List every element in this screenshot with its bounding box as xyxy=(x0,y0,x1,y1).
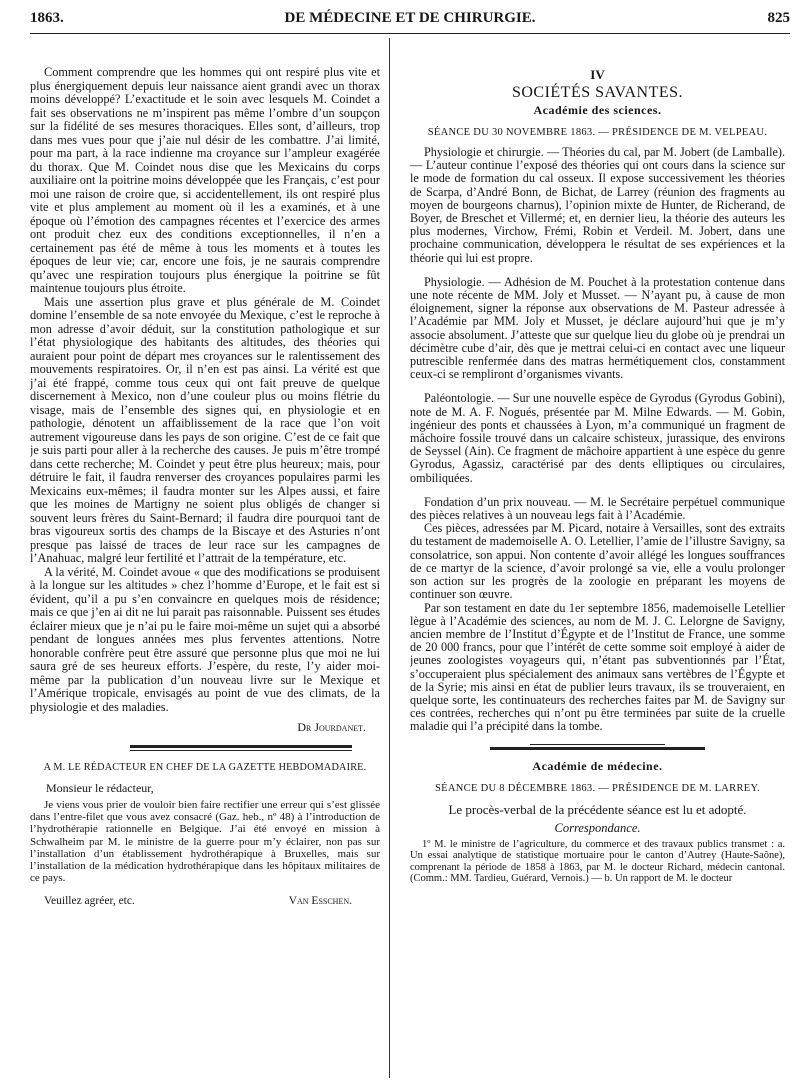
correspondance-item-1: 1º M. le ministre de l’agriculture, du commerce et des travaux publics transmet : a. Un essai analytique de statistique mortuaire pour le canton d’Autrey (Haute-Saône), comprenant la période de 1858 à 1863, par M. le docteur Richard, médecin cantonal. (Comm.: MM. Tardieu, Guérard, Vernois.) — b. Un rapport de M. le docteur xyxy=(410,838,785,885)
section-title: SOCIÉTÉS SAVANTES. xyxy=(511,84,684,101)
right-column xyxy=(410,67,785,1077)
separator-thin xyxy=(130,750,352,751)
right-paragraph-3: Paléontologie. — Sur une nouvelle espèce de Gyrodus (Gyrodus Gobini), note de M. A. F. Nogués, présentée par M. Milne Edwards. — M. Gobin, ingénieur des ponts et chaussées à Lyon, m’a communiqué un fragment de mâchoire fossile trouvé dans un calcaire schisteux, jurassique, des environs de Seyssel (Ain). Ce fragment de mâchoire appartient à une espèce du genre Gyrodus, Agassiz, caractérisé par des dents elliptiques ou circulaires, ombiliquées. xyxy=(410,391,785,485)
header-page-year: 1863. xyxy=(30,10,64,26)
academy-medicine-title: Académie de médecine. xyxy=(532,758,663,773)
section-number: IV xyxy=(590,67,605,82)
right-paragraph-2: Physiologie. — Adhésion de M. Pouchet à la protestation contenue dans une note récente de MM. Joly et Musset. — N’ayant pu, à cause de mon éloignement, signer la réponse aux observations de M. Pasteur adressée à l’Académie par MM. Joly et Musset, je déclare aujourd’hui que je m’y associe absolument. J’atteste que sur quelque lieu du globe où je prendrai un décimètre cube d’air, dès que je mettrai celui-ci en contact avec une liqueur putrescible renfermée dans des matras hermétiquement clos, constamment ceux-ci se rempliront d’organismes vivants. xyxy=(410,274,785,382)
left-paragraph-2: Mais une assertion plus grave et plus générale de M. Coindet domine l’ensemble de sa note envoyée du Mexique, c’est le reproche à mon adresse d’avoir déduit, sur la constitution pathologique et sur l’état physiologique des habitants des altitudes, des théories qui auraient pour point de départ mes croyances sur le ralentissement des mouvements respiratoires. Or, il n’en est pas ainsi. La vérité est que j’ai été frappé, comme tous ceux qui ont fait preuve de quelque discernement à Mexico, non d’une couleur plus ou moins flétrie du visage, mais de l’ensemble des signes qui, en physiologie et en pathologie, dénotent un affaiblissement de la race que l’on voit autrement vigoureuse dans les pays de son origine. C’est de ce fait que je suis parti pour aller à la recherche des causes. Je puis m’être trompé dans cette recherche; M. Coindet y peut être plus heureux; mais, pour détruire le fait, il faudra renverser des croyances populaires parmi les Mexicains eux-mêmes; il faudra monter sur les Alpes aussi, et faire que les moines de Martigny ne soient plus obligés de changer si souvent leurs frères du Saint-Bernard; il faudra dire pourquoi tant de bras vigoureux sortis des champs de la Biscaye et des Asturies n’ont presque pas laissé de traces de leur race sur les campagnes de l’Anahuac, malgré leur fertilité et l’attrait de la température, etc. xyxy=(30,294,380,565)
right-paragraph-5: Ces pièces, adressées par M. Picard, notaire à Versailles, sont des extraits du testament de mademoiselle A. O. Letellier, l’amie de l’illustre Savigny, sa consolatrice, son appui. Non contente d’avoir allégé les longues souffrances de ce martyr de la science, d’avoir prolongé sa vie, elle a voulu prolonger son action sur les progrès de la zoologie en préparant les moyens de continuer son œuvre. xyxy=(410,521,785,602)
seance-line: SÉANCE DU 30 NOVEMBRE 1863. — PRÉSIDENCE DE M. VELPEAU. xyxy=(427,127,768,138)
letter-closing-row xyxy=(30,895,380,909)
article-signature: Dr Jourdanet. xyxy=(297,720,366,734)
separator-thick xyxy=(130,745,352,748)
column-divider xyxy=(389,38,390,1078)
letter-body: Je viens vous prier de vouloir bien faire rectifier une erreur qui s’est glissée dans l’entre-filet que vous avez consacré (Gaz. heb., nº 48) à l’introduction de l’hydrothérapie rationnelle en Belgique. J’ai été envoyé en mission à Schwalheim par M. le ministre de la guerre pour m’y éclairer, non pas sur l’installation d’un établissement hydrothérapique à Bruxelles, mais sur l’installation de la médication hydrothérapique dans les hôpitaux militaires de ce pays. xyxy=(30,799,380,885)
right-paragraph-6: Par son testament en date du 1er septembre 1856, mademoiselle Letellier lègue à l’Académie des sciences, au nom de M. J. C. Lelorgne de Savigny, ancien membre de l’Institut d’Égypte et de l’Institut de France, une somme de 20 000 francs, pour que l’intérêt de cette somme soit employé à aider de jeunes zoologistes voyageurs qui, n’étant pas subventionnés par l’État, s’occuperaient plus spécialement des animaux sans vertèbres de l’Égypte et de la Syrie; mis ainsi en état de publier leurs travaux, ils se trouveraient, en quelque sorte, les continuateurs des recherches faites par M. de Savigny sur ces contrées, recherches qui n’ont pu être terminées par suite de la cruelle maladie qui l’a précipité dans la tombe. xyxy=(410,600,785,734)
header-rule xyxy=(30,33,790,34)
right-paragraph-1: Physiologie et chirurgie. — Théories du cal, par M. Jobert (de Lamballe). — L’auteur continue l’exposé des théories qui ont cours dans la science sur le mode de formation du cal osseux. Il expose successivement les théories de Scarpa, d’André Bonn, de Bichat, de Larrey (réunion des fragments au moyen de bourgeons charnus), l’opinion mixte de Hunter, de Richerand, de Boyer, de Breschet et Villermé; et, en dernier lieu, la théorie des auteurs les plus modernes, Virchow, Frémi, Robin et Verdeil. M. Jobert, dans une prochaine communication, développera le résultat de ses expériences et la théorie qui lui est propre. xyxy=(410,145,785,265)
page-header xyxy=(30,8,790,30)
separator-short-thick xyxy=(490,747,705,750)
correspondance-heading: Correspondance. xyxy=(554,820,641,835)
right-paragraph-4: Fondation d’un prix nouveau. — M. le Secrétaire perpétuel communique des pièces relatives à un nouveau legs fait à l’Académie. xyxy=(410,494,785,523)
letter-closing: Veuillez agréer, etc. xyxy=(44,895,135,908)
seance-line-2: SÉANCE DU 8 DÉCEMBRE 1863. — PRÉSIDENCE DE M. LARREY. xyxy=(435,782,760,794)
left-column xyxy=(30,66,380,1076)
left-paragraph-1: Comment comprendre que les hommes qui ont respiré plus vite et plus énergiquement depuis leur naissance aient grandi avec un thorax moins développé? L’exactitude et le soin avec lesquels M. Coindet a fait ses observations ne m’inspirent pas même l’ombre d’un soupçon sur la fidélité de ses mesures thoraciques. Elles sont, d’ailleurs, trop dans mes vues pour que j’aie nul désir de les combattre. J’ai limité, pour ma part, à la race indienne ma croyance sur l’ampleur exagérée du thorax. Que M. Coindet nous dise que les Mexicains du corps auxiliaire ont la poitrine moins développée que les Français, c’est pour moi une raison de croire que, si accidentellement, ils ont respiré plus vite et plus amplement au moment où il les a examinés, et à une époque où l’émotion des campagnes récentes et l’exercice des armes ont produit chez eux des conditions exceptionnelles, il n’en a certainement pas été de même à tous les moments et à toutes les époques de leur vie; car, encore une fois, je ne saurais comprendre qu’avec une respiration toujours plus énergique la poitrine se fût maintenue toujours plus étroite. xyxy=(30,66,380,295)
separator-short xyxy=(530,744,665,745)
letter-signature: Van Esschen. xyxy=(288,895,352,908)
subsection-title: Académie des sciences. xyxy=(533,103,662,117)
proces-verbal-line: Le procès-verbal de la précédente séance est lu et adopté. xyxy=(448,801,747,817)
header-title: DE MÉDECINE ET DE CHIRURGIE. xyxy=(284,10,536,26)
left-paragraph-3: A la vérité, M. Coindet avoue « que des modifications se produisent à la longue sur les altitudes » chez l’homme d’Europe, et le fait est si évident, qu’il a pu s’en convaincre en quelques mois de résidence; mais ce que j’en ai dit ne lui parait pas raisonnable. Puissent ses études éclairer mieux que je n’ai pu le faire moi-même un sujet qui a absorbé pendant de longues années mes plus ferventes attentions. Notre honorable confrère peut être assuré que personne plus que moi ne lui saura gré de ses heureux efforts. J’espère, du reste, l’y aider moi-même par la publication d’un nouveau livre sur le Mexique et l’Amérique tropicale, envisagés au point de vue des climats, de la physiologie et des maladies. xyxy=(30,564,380,714)
header-page-number: 825 xyxy=(767,10,790,26)
letter-salutation: Monsieur le rédacteur, xyxy=(46,781,154,795)
letter-heading: A M. LE RÉDACTEUR EN CHEF DE LA GAZETTE HEBDOMADAIRE. xyxy=(43,762,367,773)
